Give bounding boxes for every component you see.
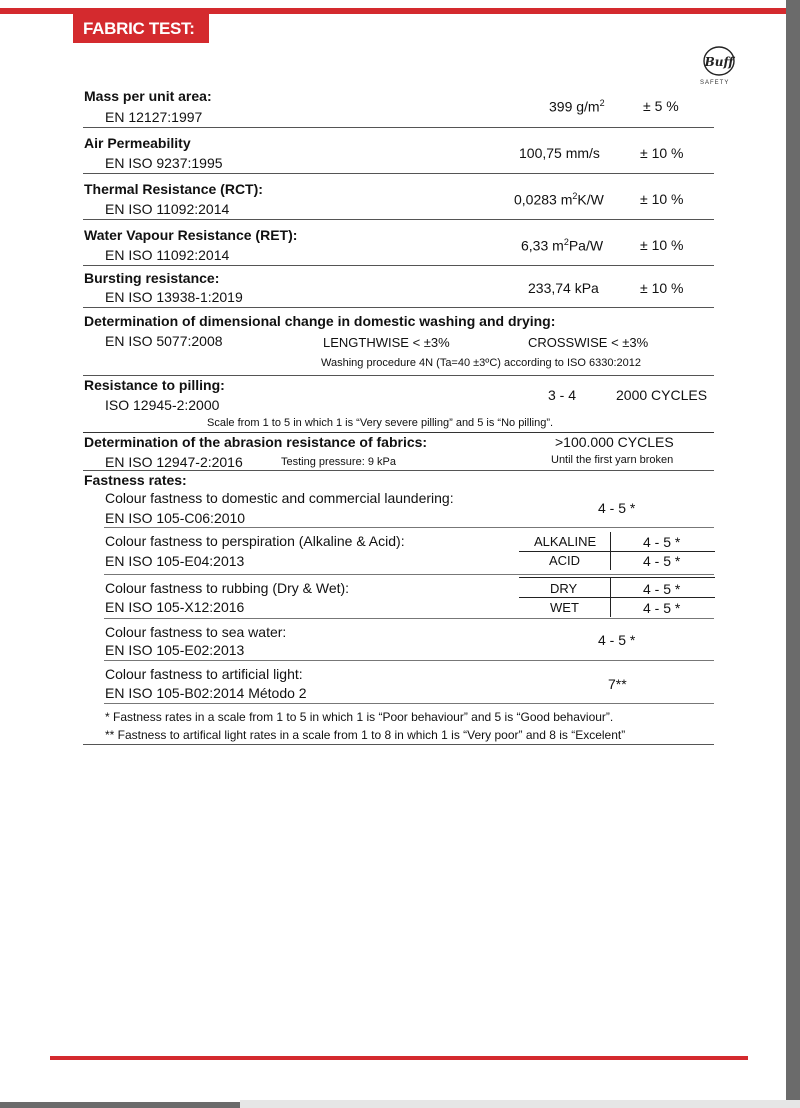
divider [104,660,714,661]
divider [83,307,714,308]
burst-value: 233,74 kPa [528,280,599,296]
divider [83,219,714,220]
laundering-label: Colour fastness to domestic and commercial laundering: [105,490,454,506]
pill-value: 3 - 4 [548,387,577,403]
pill-note: Scale from 1 to 5 in which 1 is “Very severe pilling” and 5 is “No pilling”. [207,417,554,429]
sea-label: Colour fastness to sea water: [105,624,287,640]
air-tolerance: ± 10 % [640,145,684,161]
air-value: 100,75 mm/s [519,145,600,161]
alkaline-label: ALKALINE [534,534,597,549]
mass-label: Mass per unit area: [84,88,212,104]
mass-tolerance: ± 5 % [643,98,679,114]
rct-value: 0,0283 $m^2K/W$ [514,191,604,208]
section-title: FABRIC TEST: [73,14,209,43]
divider [83,127,714,128]
subtable-vline [610,578,611,617]
bottom-accent-bar [50,1056,748,1060]
divider [83,744,714,745]
dim-crosswise: CROSSWISE < ±3% [528,335,649,350]
ret-standard: EN ISO 11092:2014 [105,247,230,263]
rct-tolerance: ± 10 % [640,191,684,207]
divider [104,574,714,575]
dry-label: DRY [550,581,578,596]
abr-note: Until the first yarn broken [551,454,674,466]
perspiration-standard: EN ISO 105-E04:2013 [105,553,245,569]
ret-tolerance: ± 10 % [640,237,684,253]
mass-value: 399 $g/m^2$ [549,98,605,115]
light-label: Colour fastness to artificial light: [105,666,303,682]
light-value: 7** [608,676,627,692]
abr-label: Determination of the abrasion resistance of fabrics: [84,434,428,450]
divider [104,703,714,704]
subtable-divider [519,577,715,578]
wet-label: WET [550,600,579,615]
subtable-divider [519,551,715,552]
alkaline-value: 4 - 5 * [643,534,681,550]
burst-standard: EN ISO 13938-1:2019 [105,289,243,305]
footnote-1: * Fastness rates in a scale from 1 to 5 in which 1 is “Poor behaviour” and 5 is “Good behaviour”. [105,710,614,724]
ret-label: Water Vapour Resistance (RET): [84,227,298,243]
pill-standard: ISO 12945-2:2000 [105,397,220,413]
abr-value: >100.000 CYCLES [555,434,674,450]
viewer-footer-strip [240,1100,800,1108]
laundering-value: 4 - 5 * [598,500,636,516]
divider [104,618,714,619]
wet-value: 4 - 5 * [643,600,681,616]
air-standard: EN ISO 9237:1995 [105,155,223,171]
burst-tolerance: ± 10 % [640,280,684,296]
sea-value: 4 - 5 * [598,632,636,648]
abr-standard: EN ISO 12947-2:2016 [105,454,243,470]
subtable-vline [610,532,611,570]
logo-subtitle: SAFETY [700,80,730,86]
pill-cycles: 2000 CYCLES [616,387,708,403]
dry-value: 4 - 5 * [643,581,681,597]
divider [83,432,714,433]
divider [83,265,714,266]
pill-label: Resistance to pilling: [84,377,225,393]
laundering-standard: EN ISO 105-C06:2010 [105,510,246,526]
ret-value: 6,33 $m^2Pa/W$ [521,237,604,254]
sea-standard: EN ISO 105-E02:2013 [105,642,245,658]
dim-label: Determination of dimensional change in domestic washing and drying: [84,313,556,329]
air-label: Air Permeability [84,135,191,151]
acid-label: ACID [549,553,581,568]
divider [104,527,714,528]
divider [83,173,714,174]
logo-text: Buff [704,55,734,69]
footnote-2: ** Fastness to artifical light rates in a scale from 1 to 8 in which 1 is “Very poor” and 8 is “Excelent” [105,728,626,742]
divider [83,470,714,471]
rubbing-label: Colour fastness to rubbing (Dry & Wet): [105,580,350,596]
rct-label: Thermal Resistance (RCT): [84,181,263,197]
dim-lengthwise: LENGTHWISE < ±3% [323,335,450,350]
light-standard: EN ISO 105-B02:2014 Método 2 [105,685,307,701]
dim-standard: EN ISO 5077:2008 [105,333,223,349]
rct-standard: EN ISO 11092:2014 [105,201,230,217]
abr-pressure: Testing pressure: 9 kPa [281,456,396,468]
fastness-label: Fastness rates: [84,472,187,488]
acid-value: 4 - 5 * [643,553,681,569]
subtable-divider [519,597,715,598]
dim-note: Washing procedure 4N (Ta=40 ±3ºC) according to ISO 6330:2012 [321,357,641,369]
rubbing-standard: EN ISO 105-X12:2016 [105,599,245,615]
perspiration-label: Colour fastness to perspiration (Alkaline & Acid): [105,533,405,549]
mass-standard: EN 12127:1997 [105,109,203,125]
divider [83,375,714,376]
burst-label: Bursting resistance: [84,270,220,286]
